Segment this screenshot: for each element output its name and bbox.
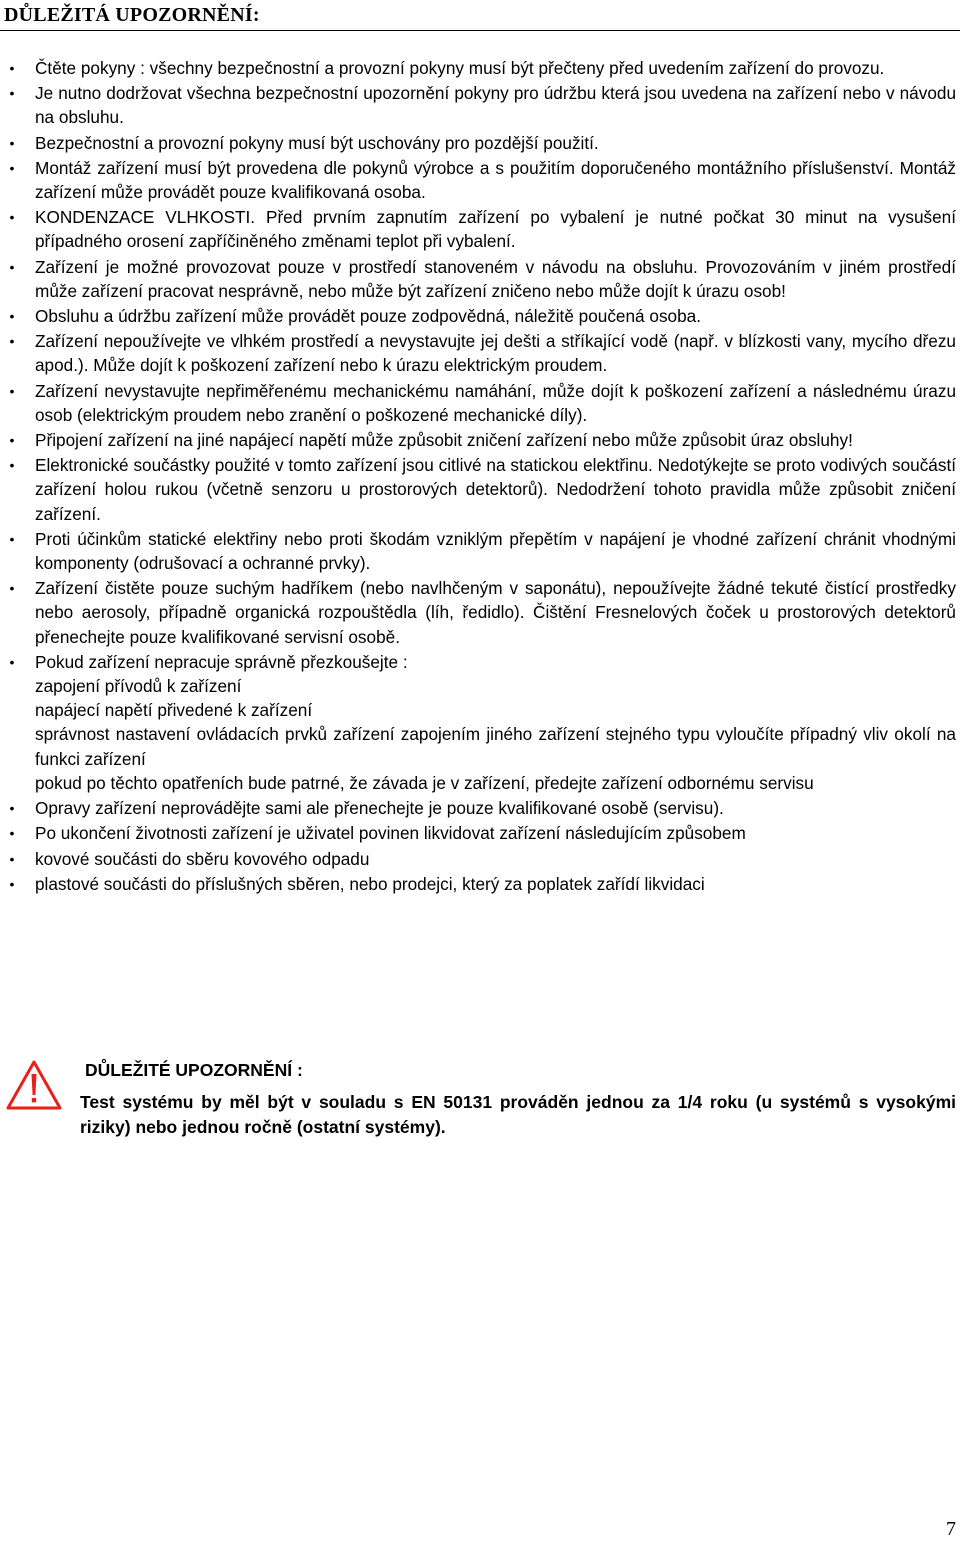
- page-title: DŮLEŽITÁ UPOZORNĚNÍ:: [4, 4, 260, 26]
- notice-text: Po ukončení životnosti zařízení je uživatel povinen likvidovat zařízení následujícím způsobem: [35, 823, 746, 844]
- notice-item: [0, 131, 960, 155]
- notice-item: [0, 796, 960, 820]
- notice-text: napájecí napětí přivedené k zařízení: [35, 700, 313, 721]
- bullet-icon: •: [9, 258, 15, 275]
- notice-item: [0, 650, 960, 795]
- bullet-icon: •: [9, 800, 15, 817]
- notice-item: [0, 872, 960, 896]
- bullet-icon: •: [9, 825, 15, 842]
- notice-text: kovové součásti do sběru kovového odpadu: [35, 848, 370, 869]
- bullet-icon: •: [9, 85, 15, 102]
- notice-text: Zařízení nevystavujte nepřiměřenému mechanickému namáhání, může dojít k poškození zařízení a následnému úrazu osob (elektrickým proudem nebo zranění o poškozené mechanické díly).: [35, 380, 956, 425]
- bullet-icon: •: [9, 850, 15, 867]
- notice-text: zapojení přívodů k zařízení: [35, 676, 242, 697]
- notice-item: [0, 453, 960, 526]
- notice-text: Zařízení čistěte pouze suchým hadříkem (nebo navlhčeným v saponátu), nepoužívejte žádné tekuté čistící prostředky nebo aerosoly, případně organická rozpouštědla (líh, ředidlo). Čištění Fresnelových čoček u prostorových detektorů přenechejte pouze kvalifikované servisní osobě.: [35, 578, 956, 647]
- notice-item: [0, 156, 960, 204]
- notice-text: Pokud zařízení nepracuje správně přezkoušejte :: [35, 651, 408, 672]
- notice-text: Připojení zařízení na jiné napájecí napětí může způsobit zničení zařízení nebo může způsobit úraz obsluhy!: [35, 430, 853, 451]
- bullet-icon: •: [9, 457, 15, 474]
- bullet-icon: •: [9, 530, 15, 547]
- title-divider: [0, 30, 960, 31]
- warning-triangle-icon: [6, 1059, 62, 1111]
- bullet-icon: •: [9, 333, 15, 350]
- warning-heading: DŮLEŽITÉ UPOZORNĚNÍ :: [85, 1060, 303, 1080]
- notice-item: [0, 847, 960, 871]
- notice-item: [0, 576, 960, 649]
- notice-text: Je nutno dodržovat všechna bezpečnostní upozornění pokyny pro údržbu která jsou uvedena na zařízení nebo v návodu na obsluhu.: [35, 83, 956, 128]
- bullet-icon: •: [9, 60, 15, 76]
- bullet-icon: •: [9, 134, 15, 151]
- notice-item: [0, 255, 960, 303]
- notice-text: Montáž zařízení musí být provedena dle pokynů výrobce a s použitím doporučeného montážního příslušenství. Montáž zařízení může provádět pouze kvalifikovaná osoba.: [35, 157, 956, 203]
- bullet-icon: •: [9, 159, 15, 176]
- notice-text: pokud po těchto opatřeních bude patrné, že závada je v zařízení, předejte zařízení odbornému servisu: [35, 772, 814, 793]
- notice-text: Čtěte pokyny : všechny bezpečnostní a provozní pokyny musí být přečteny před uvedením zařízení do provozu.: [35, 58, 885, 78]
- notice-text: Elektronické součástky použité v tomto zařízení jsou citlivé na statickou elektřinu. Nedotýkejte se proto vodivých součástí zařízení holou rukou (včetně senzoru u prostorových detektorů). Nedodržení tohoto pravidla může způsobit zničení zařízení.: [35, 455, 956, 524]
- notice-text: KONDENZACE VLHKOSTI. Před prvním zapnutím zařízení po vybalení je nutné počkat 30 minut na vysušení případného orosení zapříčiněného změnami teplot při vybalení.: [35, 207, 956, 252]
- bullet-icon: •: [9, 209, 15, 226]
- bullet-icon: •: [9, 653, 15, 670]
- notice-item: [0, 304, 960, 328]
- notice-text: Zařízení nepoužívejte ve vlhkém prostředí a nevystavujte jej dešti a stříkající vodě (např. v blízkosti vany, mycího dřezu apod.). Může dojít k poškození zařízení nebo k úrazu elektrickým proudem.: [35, 331, 956, 376]
- notice-text: Bezpečnostní a provozní pokyny musí být uschovány pro pozdější použití.: [35, 132, 599, 153]
- notice-text: plastové součásti do příslušných sběren, nebo prodejci, který za poplatek zařídí likvidaci: [35, 873, 705, 894]
- warning-text: Test systému by měl být v souladu s EN 50131 prováděn jednou za 1/4 roku (u systémů s vysokými riziky) nebo jednou ročně (ostatní systémy).: [80, 1092, 956, 1137]
- bullet-icon: •: [9, 382, 15, 399]
- notice-text: Zařízení je možné provozovat pouze v prostředí stanoveném v návodu na obsluhu. Provozováním v jiném prostředí může zařízení pracovat nesprávně, nebo může být zařízení zničeno nebo může dojít k úrazu osob!: [35, 256, 956, 301]
- notice-text: správnost nastavení ovládacích prvků zařízení zapojením jiného zařízení stejného typu vyloučíte případný vliv okolí na funkci zařízení: [35, 724, 956, 769]
- notice-item: [0, 56, 960, 80]
- notice-item: [0, 329, 960, 377]
- notice-text: Proti účinkům statické elektřiny nebo proti škodám vzniklým přepětím v napájení je vhodné zařízení chránit vhodnými komponenty (odrušovací a ochranné prvky).: [35, 528, 956, 574]
- bullet-icon: •: [9, 308, 15, 325]
- notice-text: Obsluhu a údržbu zařízení může provádět pouze zodpovědná, náležitě poučená osoba.: [35, 306, 701, 327]
- bullet-icon: •: [9, 580, 15, 597]
- bullet-icon: •: [9, 432, 15, 449]
- notice-item: [0, 527, 960, 575]
- notice-text: Opravy zařízení neprovádějte sami ale přenechejte je pouze kvalifikované osobě (servisu).: [35, 798, 724, 819]
- notice-item: [0, 379, 960, 427]
- bullet-icon: •: [9, 875, 15, 892]
- notice-item: [0, 81, 960, 129]
- notice-item: [0, 205, 960, 253]
- notice-item: [0, 821, 960, 845]
- notice-list: [0, 56, 960, 897]
- notice-item: [0, 428, 960, 452]
- page-number: 7: [946, 1518, 956, 1540]
